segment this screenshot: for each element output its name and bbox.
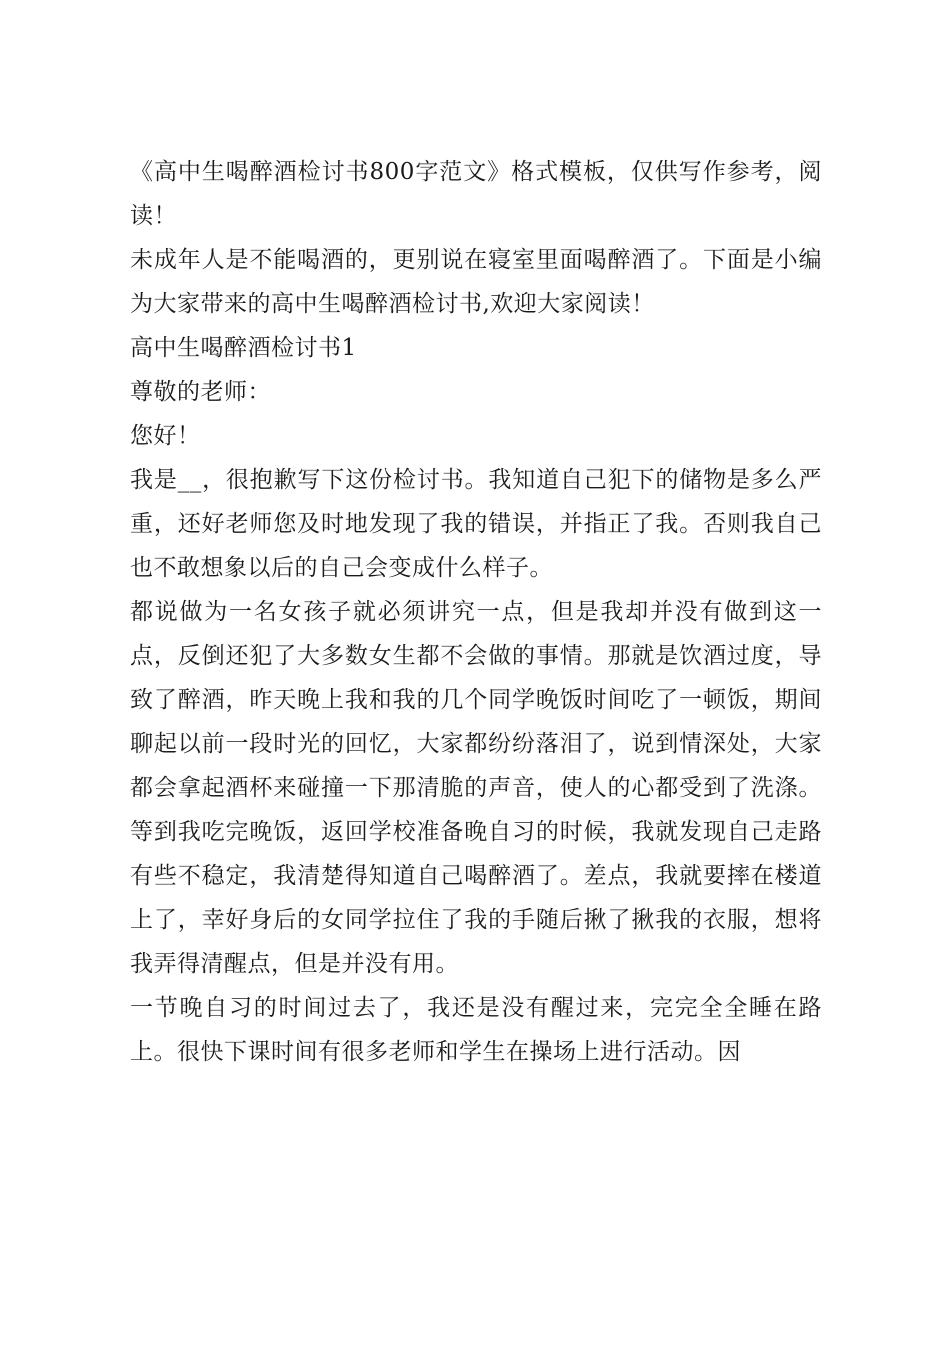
lead-paragraph: 未成年人是不能喝酒的，更别说在寝室里面喝醉酒了。下面是小编为大家带来的高中生喝醉酒检讨书,欢迎大家阅读！ — [130, 247, 822, 317]
body-paragraph: 一节晚自习的时间过去了，我还是没有醒过来，完完全全睡在路上。很快下课时间有很多老师和学生在操场上进行活动。因 — [130, 995, 822, 1065]
document-body — [130, 150, 822, 1074]
section-title: 高中生喝醉酒检讨书1 — [130, 335, 357, 361]
body-paragraph: 都说做为一名女孩子就必须讲究一点，但是我却并没有做到这一点，反倒还犯了大多数女生都不会做的事情。那就是饮酒过度，导致了醉酒，昨天晚上我和我的几个同学晚饭时间吃了一顿饭，期间聊起以前一段时光的回忆，大家都纷纷落泪了，说到情深处，大家都会拿起酒杯来碰撞一下那清脆的声音，使人的心都受到了洗涤。等到我吃完晚饭，返回学校准备晚自习的时候，我就发现自己走路有些不稳定，我清楚得知道自己喝醉酒了。差点，我就要摔在楼道上了，幸好身后的女同学拉住了我的手随后揪了揪我的衣服，想将我弄得清醒点，但是并没有用。 — [130, 599, 822, 977]
intro-paragraph: 《高中生喝醉酒检讨书800字范文》格式模板，仅供写作参考，阅读！ — [130, 159, 822, 229]
greeting: 您好！ — [130, 423, 201, 449]
salutation: 尊敬的老师： — [130, 379, 271, 405]
body-paragraph: 我是__，很抱歉写下这份检讨书。我知道自己犯下的储物是多么严重，还好老师您及时地发现了我的错误，并指正了我。否则我自己也不敢想象以后的自己会变成什么样子。 — [130, 467, 822, 581]
